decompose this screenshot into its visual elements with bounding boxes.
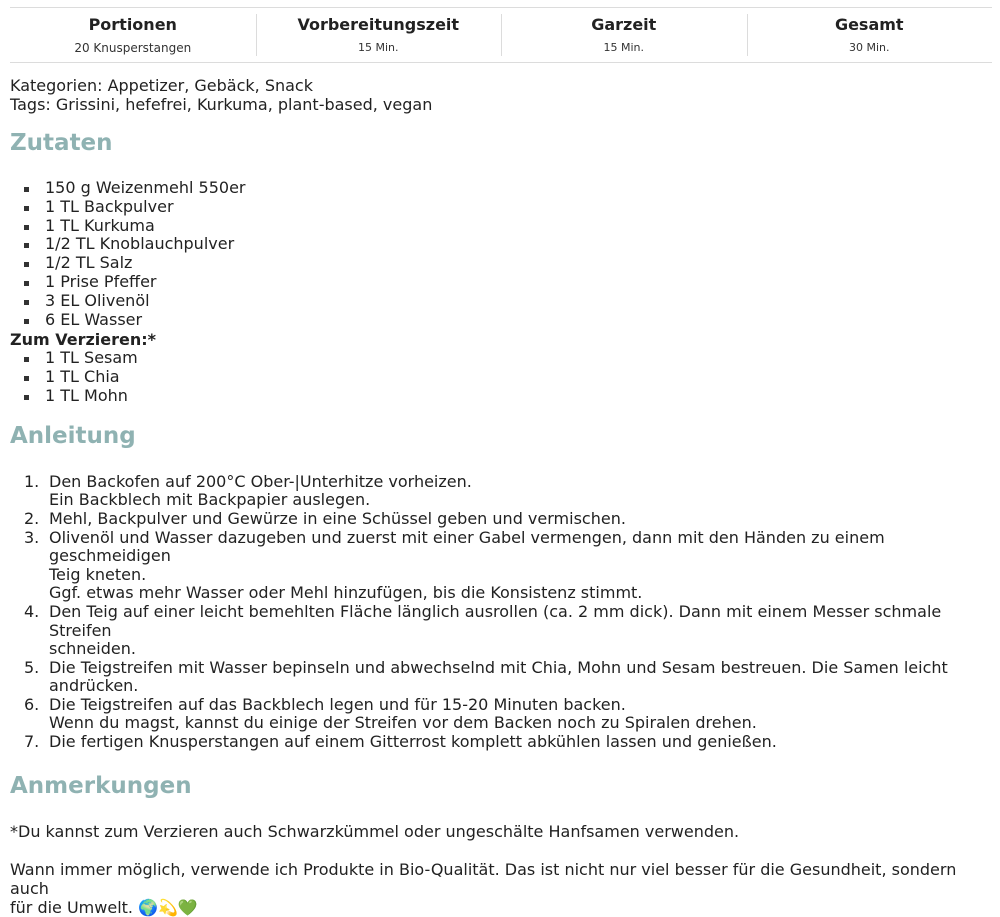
instruction-step (10, 529, 992, 603)
section-heading-anleitung: Anleitung (10, 422, 136, 449)
recipe-stats (10, 7, 992, 63)
note-line: für die Umwelt. 🌍💫💚 (10, 897, 198, 917)
stat-value: 20 Knusperstangen (74, 41, 192, 55)
ingredient-item: 6 EL Wasser (10, 311, 992, 330)
ingredient-item: 1/2 TL Knoblauchpulver (10, 235, 992, 254)
instruction-step (10, 510, 992, 529)
stat-label: Portionen (88, 15, 177, 34)
note-line: Wann immer möglich, verwende ich Produkte in Bio-Qualität. Das ist nicht nur viel besser für die Gesundheit, sondern auch (10, 859, 957, 898)
ingredient-item: 1 Prise Pfeffer (10, 273, 992, 292)
step-number: 2. (24, 508, 40, 528)
ingredient-list (10, 179, 992, 329)
ingredient-item: 1 TL Kurkuma (10, 217, 992, 236)
step-line: Olivenöl und Wasser dazugeben und zuerst mit einer Gabel vermengen, dann mit den Händen zu einem geschmeidigen (49, 527, 885, 566)
step-line: Die Teigstreifen mit Wasser bepinseln und abwechselnd mit Chia, Mohn und Sesam bestreuen. Die Samen leicht (49, 657, 948, 677)
step-line: Den Teig auf einer leicht bemehlten Fläche länglich ausrollen (ca. 2 mm dick). Dann mit einem Messer schmale Streifen (49, 601, 942, 640)
ingredient-item: 1 TL Backpulver (10, 198, 992, 217)
step-number: 1. (24, 471, 40, 491)
categories-line: Kategorien: Appetizer, Gebäck, Snack (10, 76, 313, 95)
ingredient-item: 1 TL Chia (10, 368, 992, 387)
stat-portionen (10, 8, 256, 62)
instruction-step (10, 473, 992, 510)
step-line: andrücken. (49, 676, 139, 696)
stat-value: 30 Min. (848, 41, 890, 54)
instruction-step (10, 603, 992, 659)
instruction-step (10, 733, 992, 752)
note-text (10, 860, 992, 917)
step-number: 5. (24, 657, 40, 677)
ingredient-item: 150 g Weizenmehl 550er (10, 179, 992, 198)
stat-vorbereitungszeit (256, 8, 502, 62)
step-number: 4. (24, 601, 40, 621)
step-number: 3. (24, 527, 40, 547)
step-line: Die fertigen Knusperstangen auf einem Gitterrost komplett abkühlen lassen und genießen. (49, 732, 777, 752)
step-line: Den Backofen auf 200°C Ober-|Unterhitze vorheizen. (49, 471, 472, 491)
ingredient-item: 1/2 TL Salz (10, 254, 992, 273)
ingredient-group-title: Zum Verzieren:* (10, 330, 157, 350)
step-line: Ggf. etwas mehr Wasser oder Mehl hinzufügen, bis die Konsistenz stimmt. (49, 583, 643, 603)
stat-gesamt (747, 8, 993, 62)
note-text: *Du kannst zum Verzieren auch Schwarzkümmel oder ungeschälte Hanfsamen verwenden. (10, 821, 740, 841)
stat-value: 15 Min. (357, 41, 399, 54)
ingredient-item: 1 TL Mohn (10, 387, 992, 406)
stat-value: 15 Min. (603, 41, 644, 54)
stat-label: Vorbereitungszeit (297, 15, 460, 34)
section-heading-anmerkungen: Anmerkungen (10, 772, 192, 799)
step-line: Wenn du magst, kannst du einige der Streifen vor dem Backen noch zu Spiralen drehen. (49, 713, 757, 733)
instruction-step (10, 659, 992, 696)
step-line: Die Teigstreifen auf das Backblech legen und für 15-20 Minuten backen. (49, 694, 626, 714)
step-line: Ein Backblech mit Backpapier auslegen. (49, 490, 371, 510)
recipe-meta (10, 76, 992, 114)
step-line: Mehl, Backpulver und Gewürze in eine Schüssel geben und vermischen. (49, 508, 626, 528)
ingredient-list-verzieren (10, 349, 992, 405)
instruction-list (10, 473, 992, 752)
stat-garzeit (501, 8, 747, 62)
ingredient-item: 3 EL Olivenöl (10, 292, 992, 311)
step-number: 6. (24, 694, 40, 714)
step-line: schneiden. (49, 639, 136, 659)
recipe-card (10, 0, 992, 917)
section-heading-zutaten: Zutaten (10, 130, 113, 156)
tags-line: Tags: Grissini, hefefrei, Kurkuma, plant-based, vegan (10, 95, 433, 114)
stat-label: Garzeit (591, 15, 657, 34)
instruction-step (10, 696, 992, 733)
stat-label: Gesamt (834, 15, 904, 34)
step-line: Teig kneten. (49, 564, 147, 584)
step-number: 7. (24, 732, 40, 752)
ingredient-item: 1 TL Sesam (10, 349, 992, 368)
